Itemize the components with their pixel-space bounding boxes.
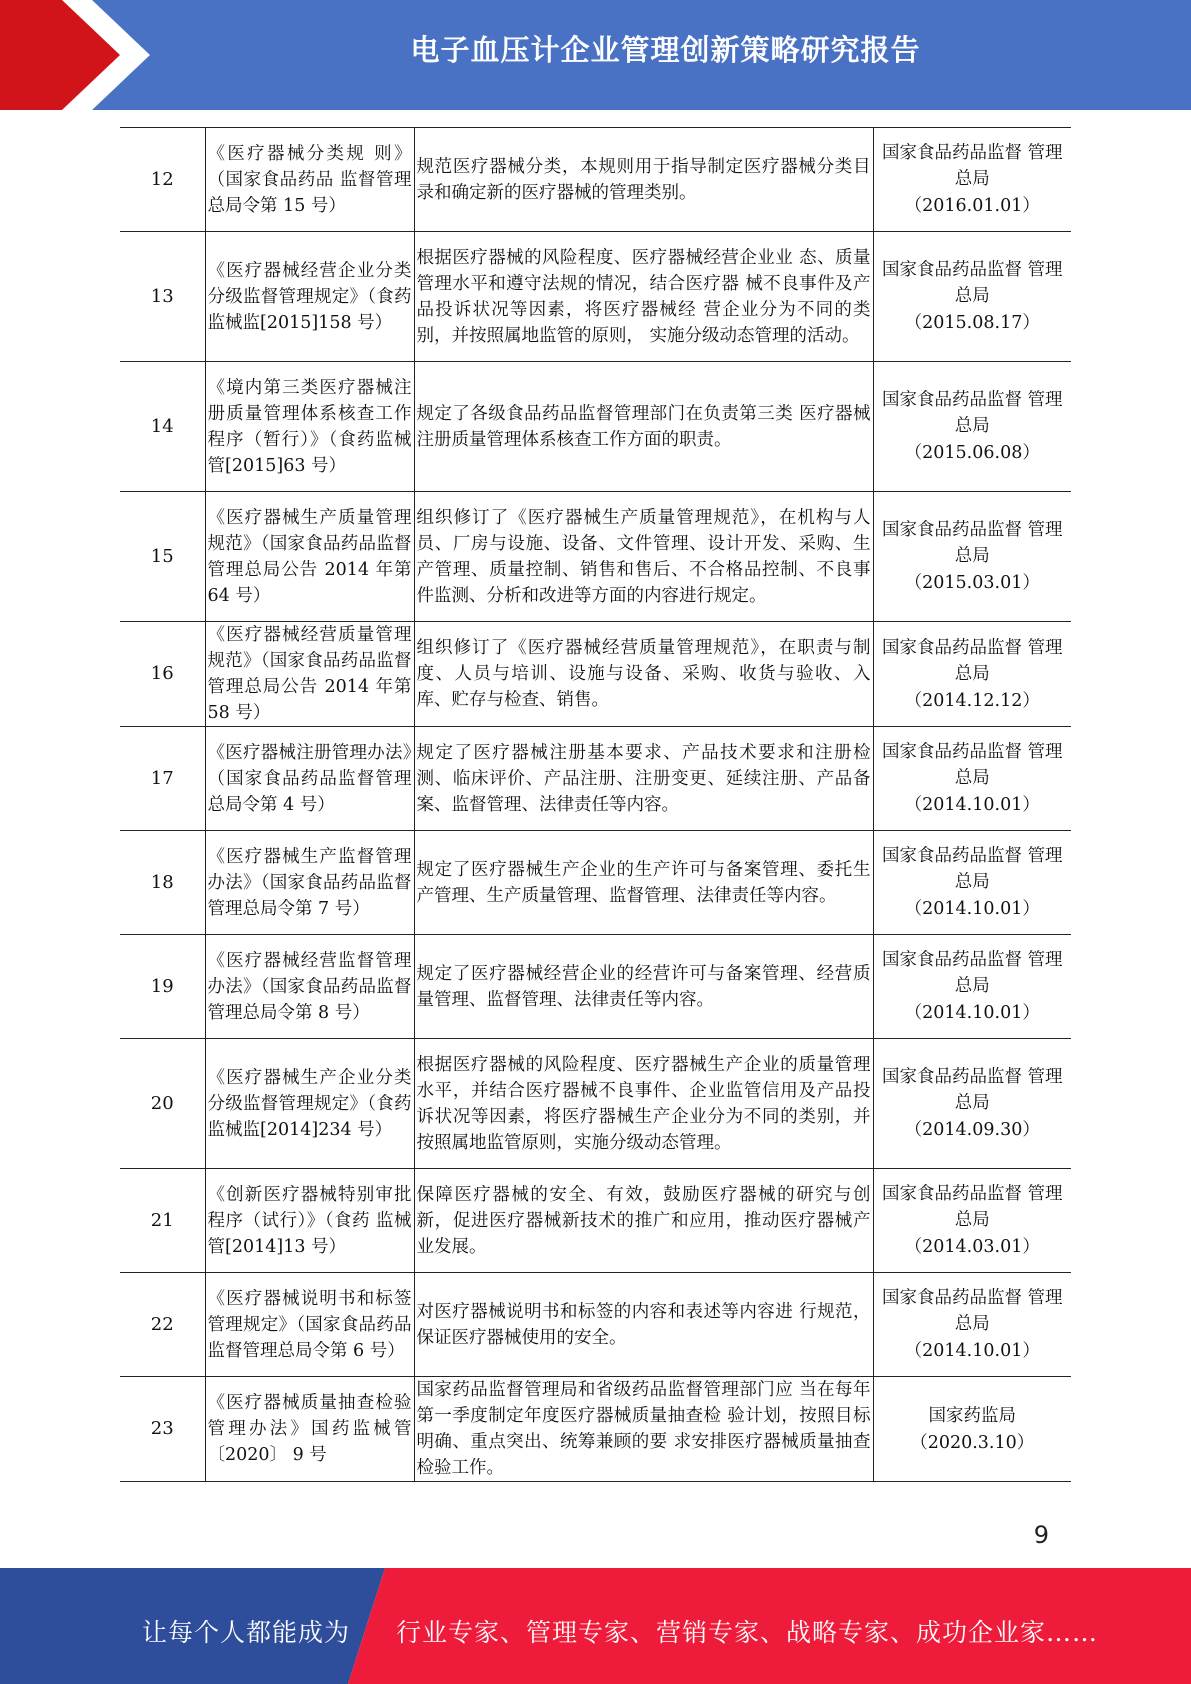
regulation-name: 《医疗器械经营监督管理办法》（国家食品药品监督管理总局令第 8 号） bbox=[205, 935, 414, 1039]
row-number: 15 bbox=[120, 492, 205, 622]
regulation-description: 对医疗器械说明书和标签的内容和表述等内容进 行规范，保证医疗器械使用的安全。 bbox=[414, 1273, 873, 1377]
authority-name: 国家食品药品监督 管理总局 bbox=[881, 520, 1063, 566]
effective-date: （2015.08.17） bbox=[904, 313, 1040, 333]
table-row bbox=[120, 1273, 1071, 1377]
effective-date: （2014.10.01） bbox=[904, 1341, 1040, 1361]
regulation-description: 规定了医疗器械注册基本要求、产品技术要求和注册检测、临床评价、产品注册、注册变更、延续注册、产品备案、监督管理、法律责任等内容。 bbox=[414, 727, 873, 831]
regulation-description: 保障医疗器械的安全、有效，鼓励医疗器械的研究与创新，促进医疗器械新技术的推广和应用，推动医疗器械产业发展。 bbox=[414, 1169, 873, 1273]
authority-name: 国家食品药品监督 管理总局 bbox=[881, 143, 1063, 189]
row-number: 18 bbox=[120, 831, 205, 935]
row-number: 13 bbox=[120, 232, 205, 362]
table-row bbox=[120, 622, 1071, 727]
issuing-authority bbox=[873, 128, 1071, 232]
authority-name: 国家食品药品监督 管理总局 bbox=[881, 1067, 1063, 1113]
row-number: 16 bbox=[120, 622, 205, 727]
authority-name: 国家食品药品监督 管理总局 bbox=[881, 260, 1063, 306]
regulation-description: 规定了医疗器械生产企业的生产许可与备案管理、委托生产管理、生产质量管理、监督管理、法律责任等内容。 bbox=[414, 831, 873, 935]
table-row bbox=[120, 362, 1071, 492]
regulation-name: 《医疗器械分类规 则》（国家食品药品 监督管理总局令第 15 号） bbox=[205, 128, 414, 232]
regulation-name: 《医疗器械注册管理办法》（国家食品药品监督管理总局令第 4 号） bbox=[205, 727, 414, 831]
effective-date: （2015.06.08） bbox=[904, 443, 1040, 463]
regulation-name: 《医疗器械生产质量管理规范》（国家食品药品监督管理总局公告 2014 年第 64 号） bbox=[205, 492, 414, 622]
regulation-name: 《境内第三类医疗器械注册质量管理体系核查工作程序（暂行）》（食药监械管[2015]63 号） bbox=[205, 362, 414, 492]
row-number: 20 bbox=[120, 1039, 205, 1169]
table-row bbox=[120, 1169, 1071, 1273]
authority-name: 国家食品药品监督 管理总局 bbox=[881, 390, 1063, 436]
authority-name: 国家食品药品监督 管理总局 bbox=[881, 1288, 1063, 1334]
effective-date: （2014.12.12） bbox=[904, 690, 1040, 711]
regulation-name: 《医疗器械生产监督管理办法》（国家食品药品监督管理总局令第 7 号） bbox=[205, 831, 414, 935]
authority-name: 国家食品药品监督 管理总局 bbox=[881, 950, 1063, 996]
table-row bbox=[120, 727, 1071, 831]
row-number: 22 bbox=[120, 1273, 205, 1377]
table-row bbox=[120, 1039, 1071, 1169]
authority-name: 国家食品药品监督 管理总局 bbox=[881, 637, 1063, 684]
regulation-description: 组织修订了《医疗器械生产质量管理规范》，在机构与人员、厂房与设施、设备、文件管理、设计开发、采购、生产管理、质量控制、销售和售后、不合格品控制、不良事件监测、分析和改进等方面的内容进行规定。 bbox=[414, 492, 873, 622]
report-title: 电子血压计企业管理创新策略研究报告 bbox=[410, 33, 921, 67]
effective-date: （2014.09.30） bbox=[904, 1120, 1040, 1140]
table-row bbox=[120, 232, 1071, 362]
regulation-description: 根据医疗器械的风险程度、医疗器械生产企业的质量管理水平，并结合医疗器械不良事件、企业监管信用及产品投诉状况等因素，将医疗器械生产企业分为不同的类别，并按照属地监管原则，实施分级动态管理。 bbox=[414, 1039, 873, 1169]
page-number: 9 bbox=[1033, 1521, 1049, 1549]
regulation-description: 规范医疗器械分类，本规则用于指导制定医疗器械分类目录和确定新的医疗器械的管理类别。 bbox=[414, 128, 873, 232]
issuing-authority bbox=[873, 232, 1071, 362]
issuing-authority bbox=[873, 1377, 1071, 1482]
table-row bbox=[120, 1377, 1071, 1482]
authority-name: 国家食品药品监督 管理总局 bbox=[881, 1184, 1063, 1230]
issuing-authority bbox=[873, 622, 1071, 727]
regulation-name: 《医疗器械经营企业分类分级监督管理规定》（食药监械监[2015]158 号） bbox=[205, 232, 414, 362]
regulation-description: 规定了各级食品药品监督管理部门在负责第三类 医疗器械注册质量管理体系核查工作方面的职责。 bbox=[414, 362, 873, 492]
row-number: 21 bbox=[120, 1169, 205, 1273]
regulation-name: 《医疗器械质量抽查检验管理办法》国药监械管〔2020〕 9 号 bbox=[205, 1377, 414, 1482]
regulations-table bbox=[120, 127, 1071, 1482]
issuing-authority bbox=[873, 362, 1071, 492]
table-row bbox=[120, 831, 1071, 935]
effective-date: （2015.03.01） bbox=[904, 573, 1040, 593]
issuing-authority bbox=[873, 1039, 1071, 1169]
issuing-authority bbox=[873, 492, 1071, 622]
effective-date: （2014.10.01） bbox=[904, 1003, 1040, 1023]
footer-slogan-left: 让每个人都能成为 bbox=[142, 1618, 351, 1647]
footer-slogan-right: 行业专家、管理专家、营销专家、战略专家、成功企业家…… bbox=[396, 1618, 1099, 1647]
effective-date: （2014.10.01） bbox=[904, 899, 1040, 919]
row-number: 17 bbox=[120, 727, 205, 831]
effective-date: （2014.10.01） bbox=[904, 795, 1040, 815]
regulation-name: 《医疗器械说明书和标签管理规定》（国家食品药品监督管理总局令第 6 号） bbox=[205, 1273, 414, 1377]
issuing-authority bbox=[873, 727, 1071, 831]
row-number: 19 bbox=[120, 935, 205, 1039]
issuing-authority bbox=[873, 1169, 1071, 1273]
table-row bbox=[120, 128, 1071, 232]
regulation-description: 国家药品监督管理局和省级药品监督管理部门应 当在每年第一季度制定年度医疗器械质量抽查检 验计划，按照目标明确、重点突出、统筹兼顾的要 求安排医疗器械质量抽查检验工作。 bbox=[414, 1377, 873, 1482]
page-header bbox=[0, 0, 1191, 110]
regulation-description: 组织修订了《医疗器械经营质量管理规范》，在职责与制度、人员与培训、设施与设备、采购、收货与验收、入库、贮存与检查、销售。 bbox=[414, 622, 873, 727]
regulation-description: 根据医疗器械的风险程度、医疗器械经营企业业 态、质量管理水平和遵守法规的情况，结合医疗器 械不良事件及产品投诉状况等因素，将医疗器械经 营企业分为不同的类别，并按照属地监管的原则， 实施分级动态管理的活动。 bbox=[414, 232, 873, 362]
issuing-authority bbox=[873, 831, 1071, 935]
issuing-authority bbox=[873, 935, 1071, 1039]
chevron-arrow-icon bbox=[0, 0, 160, 110]
authority-name: 国家药监局 bbox=[928, 1405, 1016, 1426]
regulation-name: 《医疗器械生产企业分类分级监督管理规定》（食药监械监[2014]234 号） bbox=[205, 1039, 414, 1169]
effective-date: （2016.01.01） bbox=[904, 196, 1040, 216]
effective-date: （2014.03.01） bbox=[904, 1237, 1040, 1257]
issuing-authority bbox=[873, 1273, 1071, 1377]
effective-date: （2020.3.10） bbox=[910, 1432, 1035, 1453]
page-footer bbox=[0, 1568, 1191, 1684]
row-number: 23 bbox=[120, 1377, 205, 1482]
table-row bbox=[120, 935, 1071, 1039]
row-number: 14 bbox=[120, 362, 205, 492]
regulation-name: 《创新医疗器械特别审批程序（试行）》（食药 监械管[2014]13 号） bbox=[205, 1169, 414, 1273]
row-number: 12 bbox=[120, 128, 205, 232]
regulation-description: 规定了医疗器械经营企业的经营许可与备案管理、经营质量管理、监督管理、法律责任等内容。 bbox=[414, 935, 873, 1039]
authority-name: 国家食品药品监督 管理总局 bbox=[881, 846, 1063, 892]
table-row bbox=[120, 492, 1071, 622]
regulation-name: 《医疗器械经营质量管理规范》（国家食品药品监督管理总局公告 2014 年第 58 号） bbox=[205, 622, 414, 727]
authority-name: 国家食品药品监督 管理总局 bbox=[881, 742, 1063, 788]
